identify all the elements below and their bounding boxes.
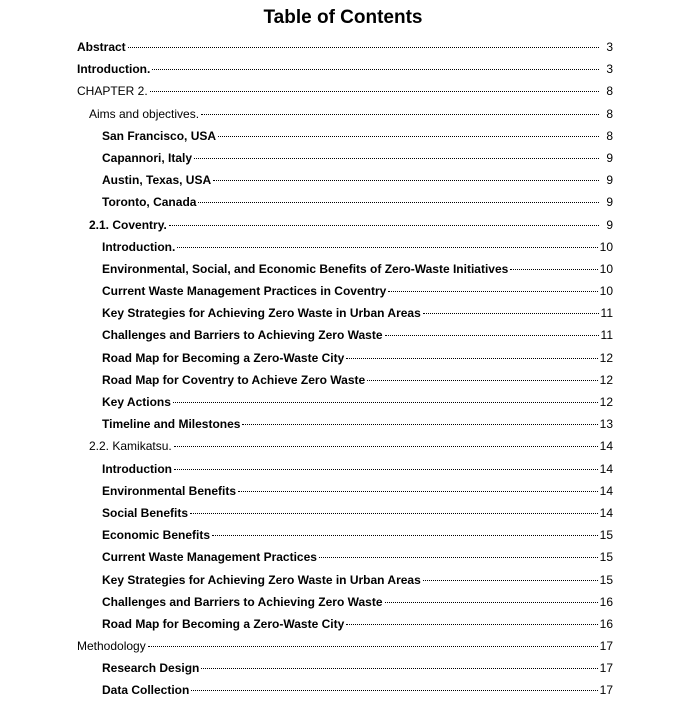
toc-entry-label: Research Design xyxy=(102,661,200,676)
dot-leader xyxy=(218,135,599,137)
dot-leader xyxy=(201,113,599,115)
toc-entry[interactable] xyxy=(77,36,613,58)
toc-entry-label: Economic Benefits xyxy=(102,528,211,543)
toc-entry[interactable] xyxy=(77,502,613,524)
toc-entry-label: Social Benefits xyxy=(102,505,189,520)
toc-entry-label: Road Map for Becoming a Zero-Waste City xyxy=(102,350,345,365)
dot-leader xyxy=(150,90,599,92)
toc-entry-page-number: 3 xyxy=(606,62,613,77)
toc-entry[interactable] xyxy=(77,103,613,125)
toc-entry-label: CHAPTER 2. xyxy=(77,84,148,99)
toc-entry[interactable] xyxy=(77,524,613,546)
toc-entry-label: Challenges and Barriers to Achieving Zero Waste xyxy=(102,594,383,609)
toc-entry-page-number: 8 xyxy=(606,84,613,99)
toc-entry-page-number: 15 xyxy=(599,528,613,543)
toc-entry[interactable] xyxy=(77,635,613,657)
dot-leader xyxy=(423,312,599,314)
dot-leader xyxy=(346,357,597,359)
toc-entry[interactable] xyxy=(77,458,613,480)
dot-leader xyxy=(148,645,598,647)
toc-entry-label: San Francisco, USA xyxy=(102,128,217,143)
toc-entry-label: Key Strategies for Achieving Zero Waste in Urban Areas xyxy=(102,572,421,587)
toc-entry[interactable] xyxy=(77,280,613,302)
toc-entry-page-number: 10 xyxy=(599,261,613,276)
toc-entry-page-number: 14 xyxy=(599,439,613,454)
dot-leader xyxy=(212,534,598,536)
dot-leader xyxy=(346,623,597,625)
toc-entry-page-number: 10 xyxy=(599,284,613,299)
toc-entry-page-number: 8 xyxy=(606,106,613,121)
toc-entry-label: 2.2. Kamikatsu. xyxy=(89,439,172,454)
toc-entry[interactable] xyxy=(77,613,613,635)
toc-entry-label: Challenges and Barriers to Achieving Zero Waste xyxy=(102,328,383,343)
toc-entry[interactable] xyxy=(77,236,613,258)
toc-entry-page-number: 12 xyxy=(599,372,613,387)
toc-list xyxy=(77,36,613,702)
toc-entry[interactable] xyxy=(77,214,613,236)
toc-entry-label: Introduction. xyxy=(102,239,176,254)
toc-entry-page-number: 12 xyxy=(599,350,613,365)
toc-entry[interactable] xyxy=(77,480,613,502)
toc-entry-page-number: 12 xyxy=(599,395,613,409)
toc-entry-page-number: 13 xyxy=(599,417,613,432)
toc-entry-label: Environmental, Social, and Economic Benefits of Zero-Waste Initiatives xyxy=(102,261,509,276)
toc-entry-label: 2.1. Coventry. xyxy=(89,217,167,232)
dot-leader xyxy=(385,601,598,603)
toc-entry[interactable] xyxy=(77,125,613,147)
dot-leader xyxy=(191,689,597,691)
toc-entry-label: Introduction xyxy=(102,461,172,476)
toc-entry-label: Key Strategies for Achieving Zero Waste in Urban Areas xyxy=(102,306,421,321)
toc-entry[interactable] xyxy=(77,169,613,191)
dot-leader xyxy=(201,667,597,669)
dot-leader xyxy=(423,579,598,581)
toc-entry[interactable] xyxy=(77,58,613,80)
toc-entry-page-number: 17 xyxy=(599,661,613,676)
toc-entry-label: Abstract xyxy=(77,40,126,54)
dot-leader xyxy=(169,224,599,226)
dot-leader xyxy=(194,157,599,159)
toc-entry-label: Road Map for Coventry to Achieve Zero Waste xyxy=(102,372,366,387)
toc-entry[interactable] xyxy=(77,391,613,413)
toc-entry-page-number: 9 xyxy=(606,173,613,188)
toc-entry-page-number: 9 xyxy=(606,150,613,165)
toc-entry-label: Environmental Benefits xyxy=(102,483,237,498)
dot-leader xyxy=(242,423,597,425)
toc-entry[interactable] xyxy=(77,80,613,102)
toc-entry-label: Current Waste Management Practices xyxy=(102,550,317,565)
toc-entry-label: Capannori, Italy xyxy=(102,150,193,165)
dot-leader xyxy=(190,512,598,514)
dot-leader xyxy=(173,401,598,403)
toc-entry[interactable] xyxy=(77,302,613,324)
toc-entry-page-number: 14 xyxy=(599,505,613,520)
toc-entry-label: Aims and objectives. xyxy=(89,106,200,121)
dot-leader xyxy=(174,445,598,447)
toc-title: Table of Contents xyxy=(263,7,423,28)
toc-entry-page-number: 9 xyxy=(606,195,613,210)
toc-entry-page-number: 15 xyxy=(599,550,613,565)
toc-entry[interactable] xyxy=(77,147,613,169)
dot-leader xyxy=(177,246,597,248)
dot-leader xyxy=(174,468,598,470)
toc-entry-label: Timeline and Milestones xyxy=(102,417,241,432)
toc-entry-page-number: 11 xyxy=(600,328,613,343)
dot-leader xyxy=(388,290,597,292)
toc-entry-page-number: 3 xyxy=(606,40,613,54)
toc-entry-label: Introduction. xyxy=(77,62,151,77)
toc-entry-page-number: 15 xyxy=(599,572,613,587)
toc-entry-page-number: 17 xyxy=(599,683,613,698)
dot-leader xyxy=(198,201,599,203)
dot-leader xyxy=(152,68,599,70)
dot-leader xyxy=(510,268,597,270)
dot-leader xyxy=(367,379,597,381)
toc-entry-page-number: 16 xyxy=(599,594,613,609)
toc-entry[interactable] xyxy=(77,258,613,280)
toc-entry[interactable] xyxy=(77,569,613,591)
toc-entry[interactable] xyxy=(77,324,613,346)
toc-entry[interactable] xyxy=(77,591,613,613)
toc-entry[interactable] xyxy=(77,413,613,435)
toc-entry-page-number: 11 xyxy=(600,306,613,321)
toc-entry-label: Current Waste Management Practices in Coventry xyxy=(102,284,387,299)
toc-entry-page-number: 17 xyxy=(599,639,613,654)
toc-entry-label: Toronto, Canada xyxy=(102,195,197,210)
toc-entry-label: Methodology xyxy=(77,639,146,654)
toc-entry-label: Road Map for Becoming a Zero-Waste City xyxy=(102,616,345,631)
toc-entry-page-number: 10 xyxy=(599,239,613,254)
toc-entry[interactable] xyxy=(77,347,613,369)
dot-leader xyxy=(213,179,599,181)
toc-entry-page-number: 9 xyxy=(606,217,613,232)
toc-entry[interactable] xyxy=(77,191,613,213)
toc-entry[interactable] xyxy=(77,369,613,391)
toc-entry[interactable] xyxy=(77,546,613,568)
dot-leader xyxy=(319,556,598,558)
dot-leader xyxy=(385,334,599,336)
toc-entry[interactable] xyxy=(77,679,613,701)
toc-entry-page-number: 8 xyxy=(606,128,613,143)
toc-entry-page-number: 16 xyxy=(599,616,613,631)
dot-leader xyxy=(128,46,599,48)
toc-entry-page-number: 14 xyxy=(599,483,613,498)
toc-entry-page-number: 14 xyxy=(599,461,613,476)
toc-entry-label: Data Collection xyxy=(102,683,190,698)
toc-entry-label: Austin, Texas, USA xyxy=(102,173,212,188)
toc-entry-label: Key Actions xyxy=(102,395,171,409)
toc-entry[interactable] xyxy=(77,435,613,457)
dot-leader xyxy=(238,490,598,492)
toc-entry[interactable] xyxy=(77,657,613,679)
